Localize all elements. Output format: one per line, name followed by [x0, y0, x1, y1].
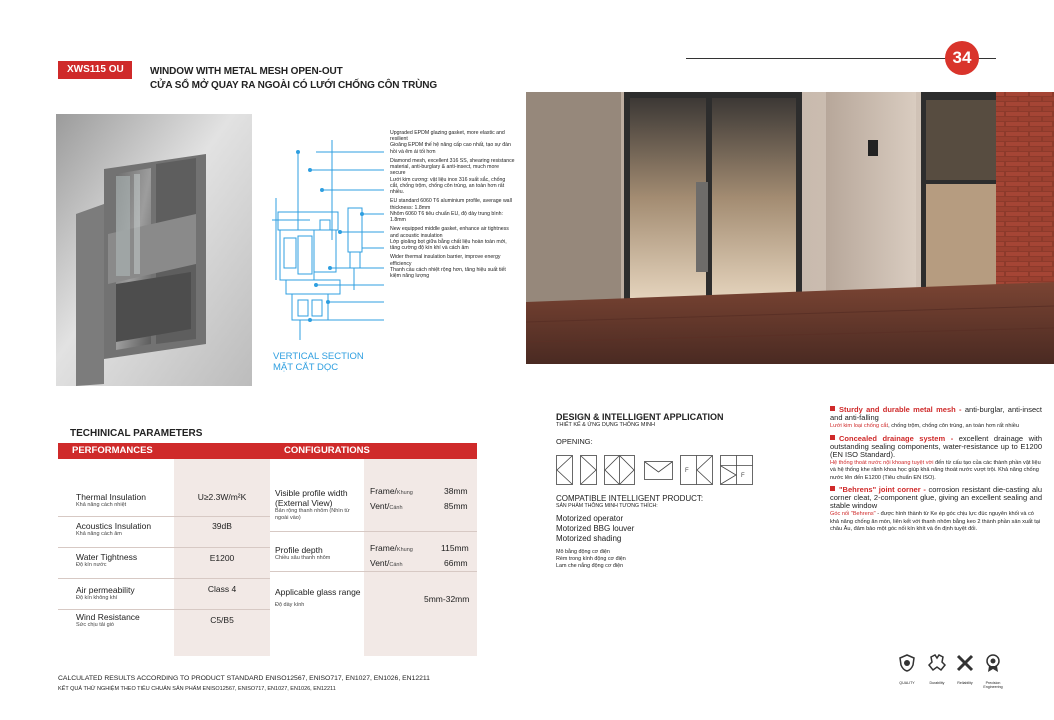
- note-en: Upgraded EPDM glazing gasket, more elastic and resilient: [390, 130, 505, 143]
- config-visible-width: [275, 488, 361, 522]
- opening-label: OPENING:: [556, 437, 593, 446]
- perf-sub: Khả năng cách âm: [76, 531, 122, 537]
- row-divider: [58, 547, 270, 548]
- compat-sub: SẢN PHẨM THÔNG MINH TƯƠNG THÍCH:: [556, 503, 658, 509]
- feature-text: corrosion resistant die-casting alu corner cleat, 2-component glue, giving an excellent sealing and stable window: [830, 484, 1042, 511]
- design-application: [556, 412, 806, 446]
- reliability-icon: [955, 653, 975, 673]
- config-profile-depth: [275, 545, 361, 562]
- perf-sub: Độ kín nước: [76, 562, 107, 568]
- vent-sub: Cánh: [389, 505, 403, 511]
- perf-value: Class 4: [207, 584, 237, 594]
- product-title: [150, 65, 437, 93]
- frame-label: [370, 543, 413, 554]
- feature-vn-highlight: Hệ thống thoát nước nội khoang tuyệt vời: [830, 460, 934, 467]
- perf-label: Acoustics Insulation: [76, 521, 152, 531]
- vent-label: [370, 501, 403, 512]
- perf-value: C5/B5: [210, 615, 234, 625]
- perf-value: 39dB: [212, 521, 232, 531]
- feature-item: [830, 486, 1042, 533]
- feature-vn-highlight: Lưới kim loại chống cắt: [830, 423, 889, 430]
- title-vn: CỬA SỔ MỞ QUAY RA NGOÀI CÓ LƯỚI CHỐNG CÔN TRÙNG: [150, 80, 438, 91]
- page-number-badge: 34: [945, 41, 979, 75]
- section-notes: [390, 130, 515, 282]
- opening-icon-double-hinged: [605, 456, 635, 485]
- badge-durability: [925, 653, 949, 685]
- perf-row: [76, 585, 135, 602]
- note-item: [390, 130, 515, 155]
- compat-title: COMPATIBLE INTELLIGENT PRODUCT:: [556, 494, 704, 503]
- badge-quality: [895, 653, 919, 685]
- note-en: New equipped middle gasket, enhance air tightness and acoustic insulation: [390, 226, 509, 239]
- compat-item: Motorized BBG louver: [556, 524, 635, 533]
- perf-label: Water Tightness: [76, 552, 138, 562]
- config-label: Profile depth: [275, 545, 323, 555]
- frame-text: Frame/: [370, 486, 397, 496]
- perf-label: Wind Resistance: [76, 612, 140, 622]
- bullet-icon: [830, 486, 835, 491]
- perf-row: [76, 521, 151, 538]
- note-en: Diamond mesh, excellent 316 SS, shearing resistance material, anti-burglary & anti-insect, much more secure: [390, 158, 515, 177]
- compat-items-vn: [556, 549, 776, 570]
- design-sub: THIẾT KẾ & ỨNG DỤNG THÔNG MINH: [556, 422, 655, 428]
- note-item: [390, 198, 515, 223]
- section-label-en: VERTICAL SECTION: [273, 351, 364, 362]
- configuration-value-column: [364, 459, 477, 594]
- note-en: EU standard 6060 T6 aluminium profile, average wall thickness: 1.8mm: [390, 198, 512, 211]
- perf-label: Thermal Insulation: [76, 492, 146, 502]
- compat-item: Motorized operator: [556, 514, 624, 523]
- vent-sub: Cánh: [389, 562, 403, 568]
- opening-icon-left-hinged: [557, 456, 573, 485]
- config-label: Visible profile width (External View): [275, 488, 348, 508]
- title-en: WINDOW WITH METAL MESH OPEN-OUT: [150, 66, 343, 77]
- compat-item-vn: Rèm trong kính động cơ điện: [556, 556, 626, 562]
- config-label: Applicable glass range: [275, 587, 361, 597]
- note-vn: Thanh cầu cách nhiệt rộng hơn, tăng hiệu suất tiết kiệm năng lượng: [390, 266, 506, 280]
- footer-vn: KẾT QUẢ THỬ NGHIỆM THEO TIÊU CHUẨN SẢN PHẨM ENISO12567, ENISO717, EN1027, EN1026, EN12211: [58, 686, 336, 692]
- section-label: [273, 351, 364, 373]
- compatible-products: [556, 494, 776, 570]
- perf-sub: Khả năng cách nhiệt: [76, 502, 127, 508]
- feature-vn: - được hình thành từ Ke ép góc chịu lực đúc nguyên khối và có khả năng chống ăn mòn, liên kết với thanh nhôm bằng keo 2 thành phần sản xuất tại châu Âu, đảm bảo một góc nối kín khít và ổn định tuyệt đối.: [830, 511, 1041, 532]
- row-divider: [58, 578, 270, 579]
- frame-label: [370, 486, 413, 497]
- vertical-section-drawing: [270, 130, 388, 342]
- config-sub: Độ dày kính: [275, 602, 305, 608]
- note-vn: Lưới kim cương: vật liệu inox 316 xuất sắc, chống cắt, chống trộm, chống côn trùng, an toàn hơn rất nhiều.: [390, 176, 506, 196]
- opening-icon-fixed-left: [681, 456, 713, 485]
- note-item: [390, 158, 515, 195]
- row-divider: [58, 609, 270, 610]
- vent-value: 66mm: [444, 558, 468, 568]
- note-vn: Lớp gioăng bọt giữa bằng chất liệu hoàn toàn mới, tăng cường độ kín khí và cách âm: [390, 238, 507, 252]
- note-en: Wider thermal insulation barrier, improve energy efficiency: [390, 254, 501, 267]
- section-label-vn: MẶT CẮT DỌC: [273, 362, 339, 373]
- precision-engineering-icon: [983, 653, 1003, 673]
- frame-value: 115mm: [441, 543, 469, 553]
- compat-item-vn: Mô bằng động cơ điện: [556, 549, 610, 555]
- col-configurations: CONFIGURATIONS: [284, 445, 370, 456]
- row-divider: [270, 571, 477, 572]
- row-divider: [270, 531, 477, 532]
- feature-vn-highlight: Góc nối "Behrens": [830, 511, 876, 518]
- vent-text: Vent/: [370, 501, 390, 511]
- perf-row: [76, 492, 146, 509]
- feature-vn: đến từ cấu tạo của các thành phần vật liệu và hệ thống khe rãnh khoa học giúp khả năng thoát nước vượt trội. Khả năng chống nước lên đến E1200 (Tiêu chuẩn EN ISO).: [830, 460, 1041, 481]
- feature-vn: , chống trộm, chống côn trùng, an toàn hơn rất nhiều: [888, 423, 1019, 430]
- feature-title: Concealed drainage system -: [839, 433, 954, 443]
- perf-sub: Sức chịu tải gió: [76, 622, 114, 628]
- note-item: [390, 254, 515, 279]
- vent-value: 85mm: [444, 501, 468, 511]
- installed-window-photo: [526, 92, 1054, 364]
- quality-icon: [897, 653, 917, 673]
- note-item: [390, 226, 515, 251]
- bullet-icon: [830, 435, 835, 440]
- perf-label: Air permeability: [76, 585, 135, 595]
- feature-item: [830, 435, 1042, 482]
- feature-list: [830, 406, 1042, 537]
- bullet-icon: [830, 406, 835, 411]
- design-title: DESIGN & INTELLIGENT APPLICATION: [556, 412, 724, 422]
- frame-value: 38mm: [444, 486, 468, 496]
- profile-cross-section-photo: [56, 114, 252, 386]
- feature-text: excellent drainage with outstanding sealing components, water-resistance up to E1200 (EN ISO Standard).: [830, 433, 1042, 460]
- config-glass-range: [275, 587, 361, 609]
- technical-parameters-title: TECHINICAL PARAMETERS: [70, 428, 203, 439]
- frame-sub: Khung: [396, 547, 413, 553]
- perf-value: E1200: [209, 553, 235, 563]
- opening-types: [556, 455, 756, 485]
- vent-label: [370, 558, 403, 569]
- opening-icon-top-hung: [645, 462, 673, 480]
- badge-precision: [981, 653, 1005, 689]
- badge-label: QUALITY: [899, 681, 915, 685]
- feature-title: "Behrens" joint corner -: [839, 484, 926, 494]
- durability-icon: [927, 653, 947, 673]
- perf-sub: Độ kín không khí: [76, 595, 118, 601]
- quality-badges: [895, 653, 1035, 693]
- config-sub: Chiều sâu thanh nhôm: [275, 555, 331, 561]
- note-vn: Nhôm 6060 T6 tiêu chuẩn EU, độ dày trung bình: 1.8mm: [390, 210, 503, 224]
- perf-row: [76, 552, 137, 569]
- compat-item-vn: Lam che nắng động cơ điện: [556, 563, 624, 569]
- model-code-tag: XWS115 OU: [58, 61, 132, 79]
- glass-range-value: 5mm-32mm: [424, 594, 470, 604]
- badge-label: Precision Engineering: [983, 681, 1003, 690]
- badge-reliability: [953, 653, 977, 685]
- frame-text: Frame/: [370, 543, 397, 553]
- note-vn: Gioăng EPDM thế hệ nâng cấp cao nhất, tạo sự đàn hồi và êm ái tối hơn: [390, 142, 511, 155]
- compat-item: Motorized shading: [556, 534, 622, 543]
- config-sub: Bản rộng thanh nhôm (Nhìn từ ngoài vào): [275, 508, 350, 521]
- parameters-table: [58, 459, 477, 656]
- footer-en: CALCULATED RESULTS ACCORDING TO PRODUCT STANDARD ENISO12567, ENISO717, EN1027, EN1026, EN12211: [58, 675, 430, 682]
- standards-footer: [58, 673, 430, 695]
- feature-title: Sturdy and durable metal mesh -: [839, 405, 962, 414]
- badge-label: Reliability: [957, 681, 973, 685]
- parameters-table-header: [58, 443, 477, 459]
- row-divider: [58, 516, 270, 517]
- opening-icon-right-hinged: [581, 456, 597, 485]
- badge-label: Durability: [929, 681, 945, 685]
- feature-item: [830, 406, 1042, 431]
- feature-text: anti-burglar, anti-insect and anti-falling: [830, 405, 1042, 423]
- perf-row: [76, 612, 140, 629]
- svg-text:F: F: [741, 473, 745, 479]
- vent-text: Vent/: [370, 558, 390, 568]
- opening-icon-fixed-right: [721, 456, 753, 485]
- frame-sub: Khung: [396, 490, 413, 496]
- svg-text:F: F: [685, 468, 689, 474]
- col-performances: PERFORMANCES: [72, 445, 153, 456]
- perf-value: U≥2.3W/m²K: [197, 492, 247, 502]
